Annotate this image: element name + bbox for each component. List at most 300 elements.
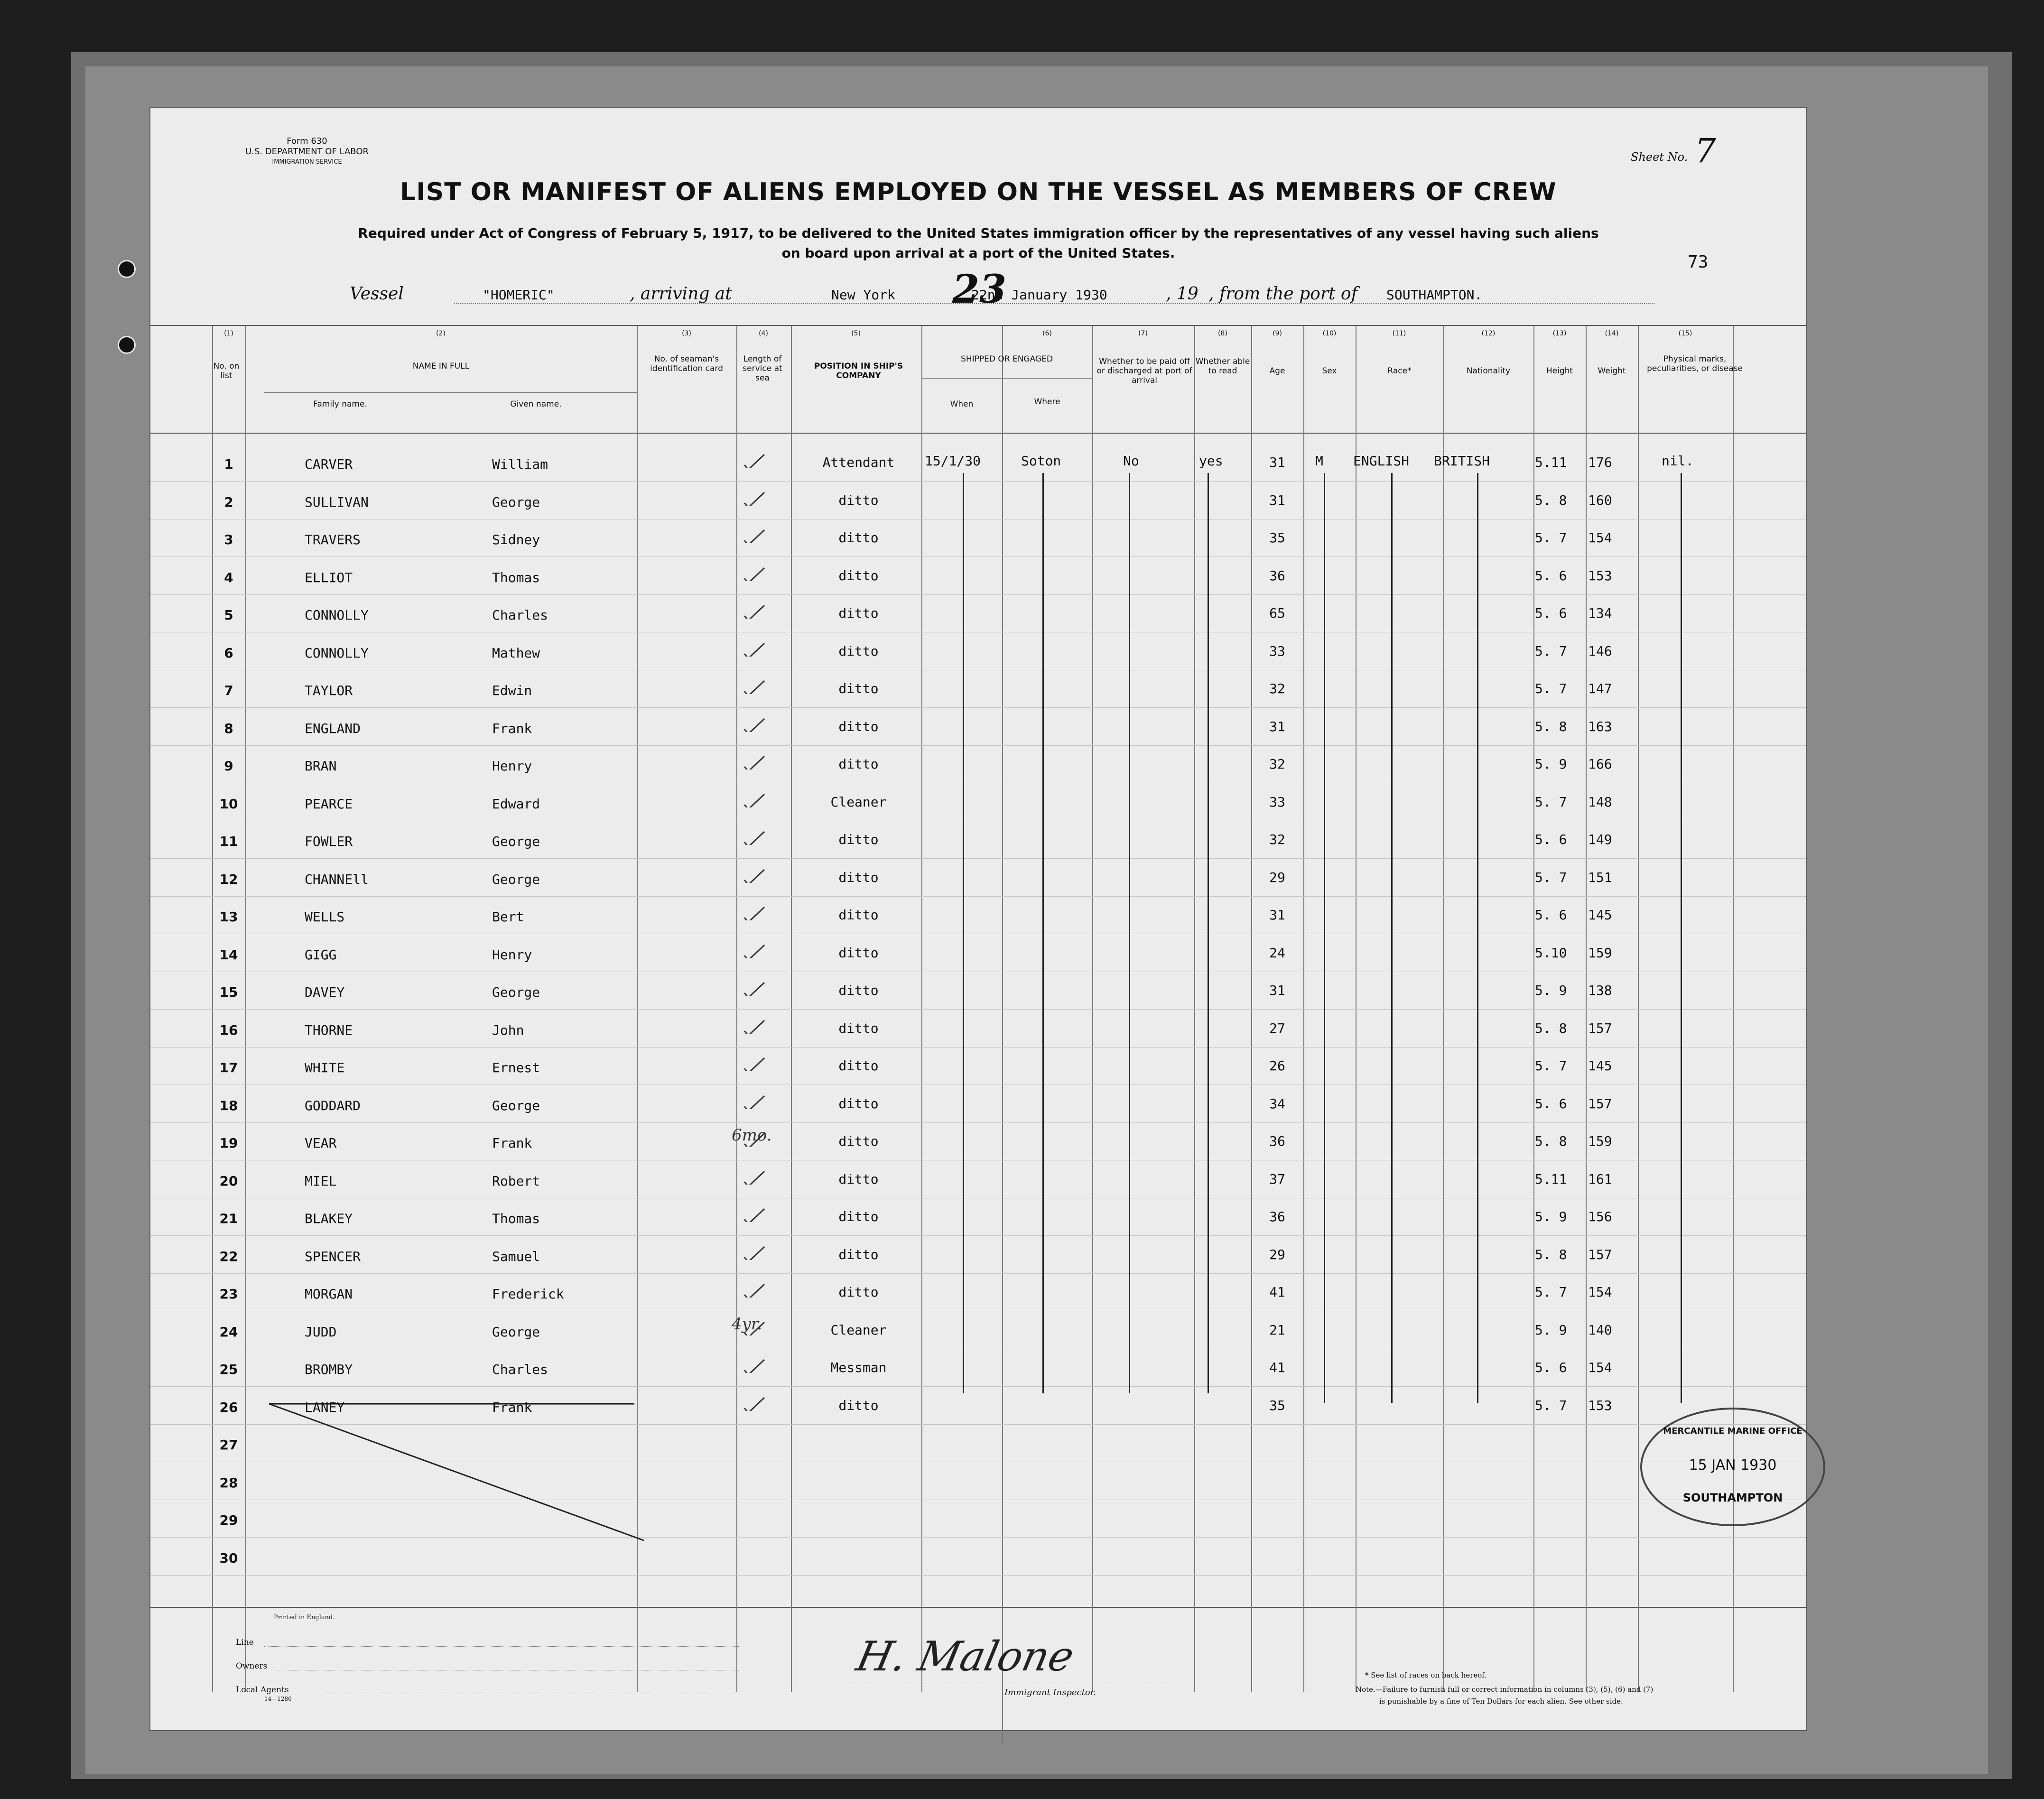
- column-number: (7): [1138, 330, 1148, 337]
- row-rule: [150, 1386, 1806, 1387]
- position: ditto: [838, 1058, 879, 1074]
- voyage-underline: [454, 303, 1654, 304]
- position: ditto: [838, 832, 879, 847]
- row-number: 3: [224, 532, 233, 547]
- age: 33: [1269, 794, 1285, 810]
- family-name: GIGG: [305, 946, 337, 963]
- col-name-in-full: NAME IN FULL: [412, 362, 470, 371]
- weight: 134: [1588, 605, 1612, 621]
- check-mark-icon: [743, 603, 766, 619]
- weight: 145: [1588, 1058, 1612, 1074]
- row-number: 16: [219, 1022, 238, 1038]
- height: 5. 7: [1535, 1397, 1567, 1413]
- given-name: Samuel: [492, 1248, 540, 1264]
- binder-hole: [118, 260, 136, 278]
- family-name: CONNOLLY: [305, 645, 369, 661]
- family-name: BRAN: [305, 758, 337, 774]
- given-name: Thomas: [492, 569, 540, 585]
- age: 21: [1269, 1322, 1285, 1338]
- weight: 161: [1588, 1171, 1612, 1187]
- weight: 163: [1588, 718, 1612, 734]
- height: 5. 8: [1535, 1133, 1567, 1149]
- penalty-note-2: is punishable by a fine of Ten Dollars for each alien. See other side.: [1379, 1697, 1623, 1706]
- row-rule: [150, 1122, 1806, 1123]
- form-code: 14—1280: [264, 1696, 292, 1702]
- age: 35: [1269, 530, 1285, 546]
- position: Cleaner: [830, 794, 887, 810]
- position: Messman: [830, 1360, 887, 1375]
- age: 29: [1269, 1246, 1285, 1262]
- weight: 153: [1588, 1397, 1612, 1413]
- row-number: 4: [224, 569, 233, 585]
- column-number: (14): [1605, 330, 1619, 337]
- given-name: Robert: [492, 1173, 540, 1189]
- given-name: Henry: [492, 758, 532, 774]
- length-of-service: 6mo.: [732, 1126, 772, 1145]
- weight: 160: [1588, 492, 1612, 508]
- row-number: 15: [219, 984, 238, 1000]
- given-name: Mathew: [492, 645, 540, 661]
- row-number: 22: [219, 1248, 238, 1264]
- position: ditto: [838, 1133, 879, 1149]
- weight: 138: [1588, 983, 1612, 998]
- given-name: Thomas: [492, 1211, 540, 1226]
- family-name: FOWLER: [305, 834, 353, 849]
- sex-value: M: [1315, 453, 1323, 469]
- row-number: 18: [219, 1097, 238, 1113]
- given-name: Charles: [492, 1362, 548, 1377]
- printed-note: Printed in England.: [274, 1614, 335, 1621]
- given-name: William: [492, 456, 548, 472]
- row-number: 9: [224, 758, 233, 774]
- position: ditto: [838, 869, 879, 885]
- row-number: 13: [219, 909, 238, 925]
- family-name: VEAR: [305, 1135, 337, 1151]
- weight: 153: [1588, 567, 1612, 584]
- document-title: LIST OR MANIFEST OF ALIENS EMPLOYED ON THE VESSEL AS MEMBERS OF CREW: [400, 178, 1557, 206]
- position: Attendant: [822, 454, 895, 470]
- ditto-stroke-nationality: [1477, 473, 1478, 1403]
- position: ditto: [838, 530, 879, 546]
- age: 26: [1269, 1058, 1285, 1074]
- position: ditto: [838, 718, 879, 734]
- height: 5. 6: [1535, 832, 1567, 847]
- age: 33: [1269, 643, 1285, 659]
- check-mark-icon: [743, 792, 766, 807]
- age: 65: [1269, 605, 1285, 621]
- check-mark-icon: [743, 1396, 766, 1411]
- physical-value: nil.: [1662, 453, 1694, 469]
- owners-label: Owners: [236, 1661, 268, 1671]
- row-rule: [150, 1273, 1806, 1274]
- inspector-signature: H. Malone: [852, 1633, 1078, 1680]
- check-mark-icon: [743, 453, 766, 468]
- check-mark-icon: [743, 1169, 766, 1185]
- row-number: 12: [219, 871, 238, 887]
- stamp-top-text: MERCANTILE MARINE OFFICE: [1663, 1426, 1802, 1436]
- age: 27: [1269, 1020, 1285, 1036]
- weight: 176: [1588, 454, 1612, 470]
- position: ditto: [838, 492, 879, 508]
- stamp-date: 15 JAN 1930: [1689, 1457, 1777, 1474]
- check-mark-icon: [743, 1245, 766, 1260]
- row-number: 5: [224, 607, 233, 623]
- column-number: (13): [1552, 330, 1567, 337]
- ditto-stroke-when: [963, 473, 964, 1393]
- document-subtitle-2: on board upon arrival at a port of the United States.: [781, 245, 1175, 261]
- col-age: Age: [1269, 366, 1285, 376]
- position: ditto: [838, 1020, 879, 1036]
- weight: 159: [1588, 1133, 1612, 1149]
- weight: 149: [1588, 832, 1612, 847]
- column-number: (10): [1322, 330, 1337, 337]
- col-id-card: No. of seaman's identification card: [650, 354, 723, 373]
- document-subtitle-1: Required under Act of Congress of February 5, 1917, to be delivered to the United States immigration officer by the representatives of any vessel having such aliens: [358, 225, 1599, 241]
- family-name: DAVEY: [305, 984, 345, 1000]
- family-name: GODDARD: [305, 1097, 361, 1113]
- row-rule: [150, 594, 1806, 595]
- row-number: 28: [219, 1474, 238, 1491]
- row-number: 29: [219, 1512, 238, 1528]
- check-mark-icon: [743, 1320, 766, 1335]
- check-mark-icon: [743, 528, 766, 543]
- row-number: 1: [224, 456, 233, 472]
- height: 5. 6: [1535, 605, 1567, 621]
- age: 35: [1269, 1397, 1285, 1413]
- row-number: 30: [219, 1550, 238, 1566]
- sheet-number: 7: [1695, 131, 1716, 170]
- check-mark-icon: [743, 830, 766, 845]
- row-rule: [150, 1575, 1806, 1576]
- col-physical: Physical marks, peculiarities, or disease: [1647, 354, 1743, 373]
- position: ditto: [838, 1284, 879, 1300]
- check-mark-icon: [743, 1094, 766, 1109]
- column-number: (6): [1042, 330, 1052, 337]
- family-name: TRAVERS: [305, 532, 361, 547]
- row-number: 11: [219, 834, 238, 849]
- family-name: LANEY: [305, 1399, 345, 1415]
- binder-hole: [118, 336, 136, 354]
- family-name: BLAKEY: [305, 1211, 353, 1226]
- position: ditto: [838, 1397, 879, 1413]
- age: 36: [1269, 1209, 1285, 1224]
- race-value: ENGLISH: [1353, 453, 1410, 469]
- position: ditto: [838, 983, 879, 998]
- column-number: (15): [1678, 330, 1692, 337]
- row-rule: [150, 896, 1806, 897]
- row-number: 25: [219, 1362, 238, 1377]
- family-name: CHANNEll: [305, 871, 369, 887]
- age: 31: [1269, 718, 1285, 734]
- given-name: George: [492, 1097, 540, 1113]
- given-name: Charles: [492, 607, 548, 623]
- penalty-note-1: Note.—Failure to furnish full or correct information in columns (3), (5), (6) and (7): [1356, 1685, 1654, 1694]
- height: 5. 9: [1535, 756, 1567, 772]
- col-no-on-list: No. on list: [213, 362, 240, 380]
- ditto-stroke-where: [1042, 473, 1044, 1393]
- age: 37: [1269, 1171, 1285, 1187]
- age: 36: [1269, 567, 1285, 584]
- column-number: (8): [1218, 330, 1227, 337]
- given-name: Frank: [492, 1135, 532, 1151]
- check-mark-icon: [743, 717, 766, 732]
- height: 5. 6: [1535, 1360, 1567, 1375]
- weight: 145: [1588, 907, 1612, 923]
- check-mark-icon: [743, 981, 766, 996]
- height: 5. 8: [1535, 1246, 1567, 1262]
- given-name: Frederick: [492, 1286, 564, 1302]
- weight: 154: [1588, 530, 1612, 546]
- height: 5. 8: [1535, 1020, 1567, 1036]
- age: 29: [1269, 869, 1285, 885]
- position: ditto: [838, 643, 879, 659]
- family-name: SULLIVAN: [305, 494, 369, 510]
- col-nationality: Nationality: [1466, 366, 1511, 376]
- stamp-bottom-text: SOUTHAMPTON: [1682, 1491, 1783, 1504]
- weight: 157: [1588, 1095, 1612, 1112]
- shipped-when: 15/1/30: [925, 453, 981, 469]
- row-rule: [150, 556, 1806, 557]
- family-name: WELLS: [305, 909, 345, 925]
- sheet-label: Sheet No.: [1631, 150, 1688, 164]
- col-position: POSITION IN SHIP'S COMPANY: [814, 362, 903, 380]
- manifest-sheet: [149, 107, 1807, 1731]
- weight: 148: [1588, 794, 1612, 810]
- age: 41: [1269, 1360, 1285, 1375]
- age: 36: [1269, 1133, 1285, 1149]
- inspector-label: Immigrant Inspector.: [1004, 1688, 1096, 1697]
- height: 5. 9: [1535, 983, 1567, 998]
- family-name: MIEL: [305, 1173, 337, 1189]
- column-number: (1): [224, 330, 233, 337]
- row-rule: [150, 1047, 1806, 1048]
- year-suffix: , 19: [1166, 284, 1199, 304]
- col-height: Height: [1546, 366, 1573, 376]
- check-mark-icon: [743, 943, 766, 958]
- check-mark-icon: [743, 1131, 766, 1147]
- column-number: (9): [1273, 330, 1282, 337]
- height: 5.10: [1535, 945, 1567, 961]
- position: ditto: [838, 756, 879, 772]
- weight: 154: [1588, 1284, 1612, 1300]
- age: 32: [1269, 681, 1285, 696]
- row-number: 10: [219, 796, 238, 812]
- official-stamp: [1640, 1408, 1825, 1526]
- height: 5. 7: [1535, 794, 1567, 810]
- weight: 157: [1588, 1246, 1612, 1262]
- col-race: Race*: [1387, 366, 1412, 376]
- shipped-where: Soton: [1021, 453, 1061, 469]
- row-number: 8: [224, 720, 233, 736]
- col-family-name: Family name.: [313, 399, 367, 409]
- given-name: John: [492, 1022, 524, 1038]
- family-name: ENGLAND: [305, 720, 361, 736]
- height: 5. 6: [1535, 1095, 1567, 1112]
- vessel-name: "HOMERIC": [483, 287, 555, 303]
- age: 24: [1269, 945, 1285, 961]
- position: ditto: [838, 945, 879, 961]
- given-name: Edwin: [492, 683, 532, 698]
- position: Cleaner: [830, 1322, 887, 1338]
- paid-off-value: No: [1123, 453, 1139, 469]
- given-name: George: [492, 834, 540, 849]
- row-number: 26: [219, 1399, 238, 1415]
- weight: 157: [1588, 1020, 1612, 1036]
- age: 31: [1269, 983, 1285, 998]
- given-name: Bert: [492, 909, 524, 925]
- weight: 156: [1588, 1209, 1612, 1224]
- check-mark-icon: [743, 679, 766, 694]
- given-name: Frank: [492, 720, 532, 736]
- line-label: Line: [236, 1638, 254, 1647]
- ditto-stroke-read: [1208, 473, 1209, 1393]
- column-number: (4): [759, 330, 768, 337]
- age: 32: [1269, 756, 1285, 772]
- given-name: George: [492, 984, 540, 1000]
- ditto-stroke-race: [1391, 473, 1393, 1403]
- page-number: 73: [1688, 252, 1709, 272]
- height: 5. 7: [1535, 643, 1567, 659]
- row-number: 2: [224, 494, 233, 510]
- column-number: (11): [1392, 330, 1406, 337]
- height: 5. 6: [1535, 567, 1567, 584]
- form-number: Form 630: [287, 136, 327, 146]
- row-rule: [150, 745, 1806, 746]
- date-correction-mark: 23: [952, 267, 1007, 312]
- given-name: Henry: [492, 946, 532, 963]
- height: 5.11: [1535, 1171, 1567, 1187]
- row-rule: [150, 1009, 1806, 1010]
- check-mark-icon: [743, 1019, 766, 1034]
- closing-cross-line: [269, 1403, 649, 1545]
- check-mark-icon: [743, 754, 766, 770]
- row-rule: [150, 858, 1806, 859]
- check-mark-icon: [743, 641, 766, 657]
- row-number: 21: [219, 1211, 238, 1226]
- check-mark-icon: [743, 905, 766, 920]
- check-mark-icon: [743, 868, 766, 883]
- age: 32: [1269, 832, 1285, 847]
- col-when: When: [950, 399, 974, 409]
- check-mark-icon: [743, 566, 766, 581]
- age: 31: [1269, 492, 1285, 508]
- from-port-label: , from the port of: [1208, 284, 1357, 304]
- col-sex: Sex: [1322, 366, 1337, 376]
- height: 5. 9: [1535, 1209, 1567, 1224]
- given-name: Frank: [492, 1399, 532, 1415]
- height: 5. 7: [1535, 1284, 1567, 1300]
- height: 5. 7: [1535, 530, 1567, 546]
- position: ditto: [838, 681, 879, 696]
- arrival-port: New York: [831, 287, 895, 303]
- given-name: Ernest: [492, 1060, 540, 1076]
- row-number: 6: [224, 645, 233, 661]
- row-number: 7: [224, 683, 233, 698]
- department-name: U.S. DEPARTMENT OF LABOR: [245, 147, 369, 157]
- agents-label: Local Agents: [236, 1685, 289, 1695]
- position: ditto: [838, 1209, 879, 1224]
- check-mark-icon: [743, 1207, 766, 1222]
- col-weight: Weight: [1598, 366, 1626, 376]
- position: ditto: [838, 1171, 879, 1187]
- name-header-divider: [264, 392, 637, 393]
- column-number: (12): [1481, 330, 1496, 337]
- position: ditto: [838, 907, 879, 923]
- ditto-stroke-physical: [1681, 473, 1682, 1403]
- column-divider: [1002, 378, 1003, 1744]
- row-number: 19: [219, 1135, 238, 1151]
- row-rule: [150, 481, 1806, 482]
- family-name: CONNOLLY: [305, 607, 369, 623]
- col-shipped: SHIPPED OR ENGAGED: [961, 354, 1053, 364]
- able-to-read-value: yes: [1199, 453, 1223, 469]
- given-name: Sidney: [492, 532, 540, 547]
- row-rule: [150, 1235, 1806, 1236]
- age: 31: [1269, 454, 1285, 470]
- col-able-to-read: Whether able to read: [1195, 357, 1250, 376]
- position: ditto: [838, 1095, 879, 1112]
- check-mark-icon: [743, 1056, 766, 1071]
- vessel-label: Vessel: [350, 284, 404, 304]
- length-of-service: 4yr.: [732, 1314, 762, 1334]
- check-mark-icon: [743, 491, 766, 506]
- ditto-stroke-paid: [1129, 473, 1130, 1393]
- column-number: (3): [682, 330, 691, 337]
- weight: 146: [1588, 643, 1612, 659]
- weight: 151: [1588, 869, 1612, 885]
- row-number: 14: [219, 946, 238, 963]
- position: ditto: [838, 1246, 879, 1262]
- height: 5. 7: [1535, 869, 1567, 885]
- row-number: 20: [219, 1173, 238, 1189]
- weight: 147: [1588, 681, 1612, 696]
- family-name: BROMBY: [305, 1362, 353, 1377]
- check-mark-icon: [743, 1358, 766, 1373]
- shipped-header-divider: [921, 378, 1092, 379]
- family-name: ELLIOT: [305, 569, 353, 585]
- col-length-service: Length of service at sea: [743, 354, 782, 383]
- table-top-border: [150, 325, 1806, 326]
- given-name: George: [492, 1324, 540, 1340]
- service-name: IMMIGRATION SERVICE: [272, 158, 342, 166]
- table-bottom-border: [150, 1607, 1806, 1608]
- age: 31: [1269, 907, 1285, 923]
- age: 34: [1269, 1095, 1285, 1112]
- height: 5. 9: [1535, 1322, 1567, 1338]
- height: 5. 7: [1535, 1058, 1567, 1074]
- column-number: (2): [436, 330, 446, 337]
- weight: 159: [1588, 945, 1612, 961]
- height: 5.11: [1535, 454, 1567, 470]
- col-where: Where: [1034, 397, 1060, 407]
- age: 41: [1269, 1284, 1285, 1300]
- given-name: Edward: [492, 796, 540, 812]
- arriving-label: , arriving at: [630, 284, 732, 304]
- height: 5. 7: [1535, 681, 1567, 696]
- height: 5. 8: [1535, 718, 1567, 734]
- family-name: MORGAN: [305, 1286, 353, 1302]
- column-number: (5): [851, 330, 861, 337]
- family-name: CARVER: [305, 456, 353, 472]
- arrival-date: 22nd January 1930: [971, 287, 1107, 303]
- departure-port: SOUTHAMPTON.: [1386, 287, 1483, 303]
- check-mark-icon: [743, 1282, 766, 1298]
- family-name: TAYLOR: [305, 683, 353, 698]
- row-rule: [150, 707, 1806, 708]
- races-note: * See list of races on back hereof.: [1365, 1671, 1487, 1679]
- col-given-name: Given name.: [510, 399, 562, 409]
- position: ditto: [838, 567, 879, 584]
